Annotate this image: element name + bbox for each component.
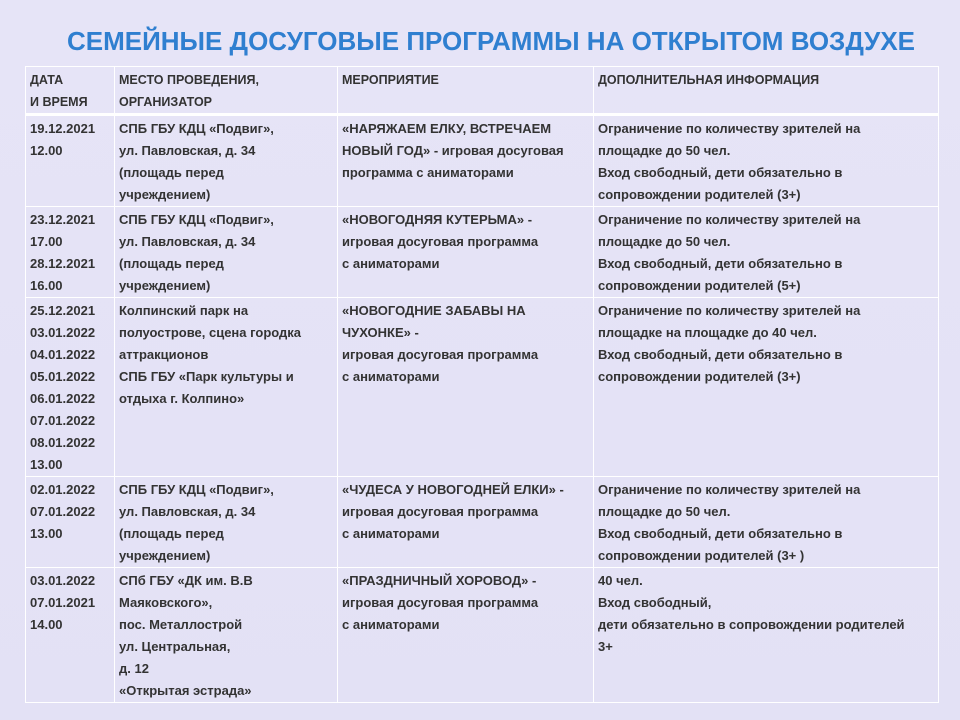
cell-event: «НОВОГОДНЯЯ КУТЕРЬМА» - игровая досуговая программа с аниматорами [338, 207, 594, 298]
header-place-organizer: МЕСТО ПРОВЕДЕНИЯ, ОРГАНИЗАТОР [115, 67, 338, 115]
cell-place: СПБ ГБУ КДЦ «Подвиг», ул. Павловская, д. 34 (площадь перед учреждением) [115, 207, 338, 298]
cell-event: «НОВОГОДНИЕ ЗАБАВЫ НА ЧУХОНКЕ» - игровая досуговая программа с аниматорами [338, 298, 594, 477]
cell-info: 40 чел. Вход свободный, дети обязательно в сопровождении родителей 3+ [594, 568, 939, 703]
cell-place: СПб ГБУ «ДК им. В.В Маяковского», пос. Металлострой ул. Центральная, д. 12 «Открытая эстрада» [115, 568, 338, 703]
table-row [26, 298, 939, 477]
cell-event: «НАРЯЖАЕМ ЕЛКУ, ВСТРЕЧАЕМ НОВЫЙ ГОД» - игровая досуговая программа с аниматорами [338, 115, 594, 207]
cell-date: 19.12.2021 12.00 [26, 115, 115, 207]
cell-date: 02.01.2022 07.01.2022 13.00 [26, 477, 115, 568]
header-event: МЕРОПРИЯТИЕ [338, 67, 594, 115]
cell-place: СПБ ГБУ КДЦ «Подвиг», ул. Павловская, д. 34 (площадь перед учреждением) [115, 115, 338, 207]
table-row [26, 568, 939, 703]
table-row [26, 207, 939, 298]
events-table [25, 66, 939, 703]
cell-place: СПБ ГБУ КДЦ «Подвиг», ул. Павловская, д. 34 (площадь перед учреждением) [115, 477, 338, 568]
cell-info: Ограничение по количеству зрителей на площадке до 50 чел. Вход свободный, дети обязательно в сопровождении родителей (3+ ) [594, 477, 939, 568]
page-title: СЕМЕЙНЫЕ ДОСУГОВЫЕ ПРОГРАММЫ НА ОТКРЫТОМ ВОЗДУХЕ [66, 26, 916, 56]
cell-date: 23.12.2021 17.00 28.12.2021 16.00 [26, 207, 115, 298]
cell-info: Ограничение по количеству зрителей на площадке до 50 чел. Вход свободный, дети обязательно в сопровождении родителей (3+) [594, 115, 939, 207]
cell-info: Ограничение по количеству зрителей на площадке на площадке до 40 чел. Вход свободный, дети обязательно в сопровождении родителей (3+) [594, 298, 939, 477]
cell-date: 25.12.2021 03.01.2022 04.01.2022 05.01.2022 06.01.2022 07.01.2022 08.01.2022 13.00 [26, 298, 115, 477]
cell-event: «ЧУДЕСА У НОВОГОДНЕЙ ЕЛКИ» - игровая досуговая программа с аниматорами [338, 477, 594, 568]
cell-info: Ограничение по количеству зрителей на площадке до 50 чел. Вход свободный, дети обязательно в сопровождении родителей (5+) [594, 207, 939, 298]
cell-place: Колпинский парк на полуострове, сцена городка аттракционов СПБ ГБУ «Парк культуры и отдыха г. Колпино» [115, 298, 338, 477]
cell-event: «ПРАЗДНИЧНЫЙ ХОРОВОД» - игровая досуговая программа с аниматорами [338, 568, 594, 703]
table-header-row [26, 67, 939, 115]
header-date-time: ДАТА И ВРЕМЯ [26, 67, 115, 115]
table-row [26, 115, 939, 207]
table-row [26, 477, 939, 568]
cell-date: 03.01.2022 07.01.2021 14.00 [26, 568, 115, 703]
header-additional-info: ДОПОЛНИТЕЛЬНАЯ ИНФОРМАЦИЯ [594, 67, 939, 115]
